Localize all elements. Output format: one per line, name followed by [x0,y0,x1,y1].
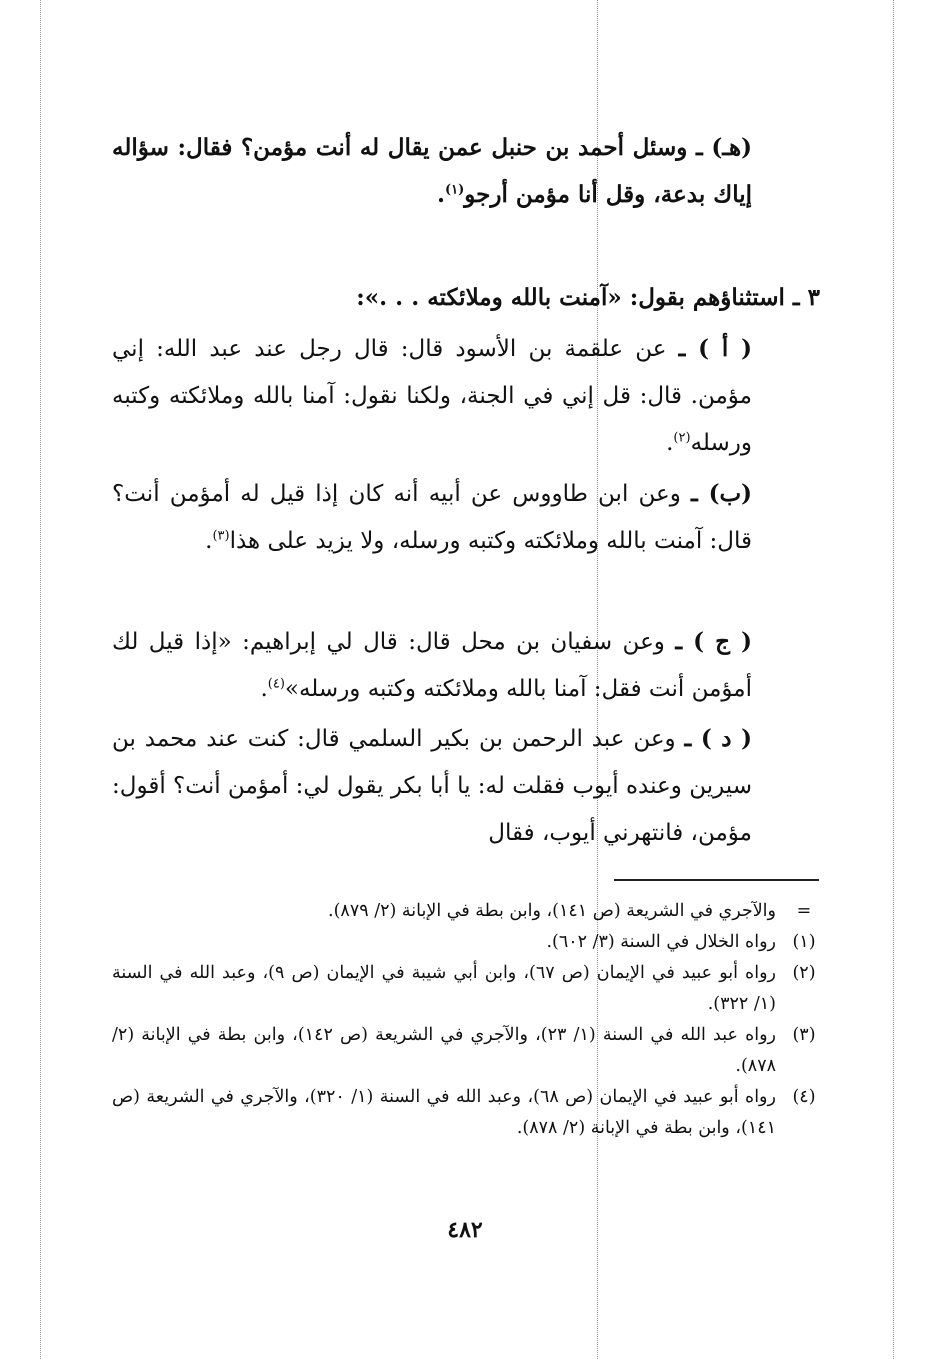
footnotes [112,896,832,1144]
paragraph-ba: (ب) ـ وعن ابن طاووس عن أبيه أنه كان إذا قيل له أمؤمن أنت؟ قال: آمنت بالله وملائكته وكتبه ورسله، ولا يزيد على هذا$^{(٣)}$. [112,480,752,554]
paragraph-text: وعن عبد الرحمن بن بكير السلمي قال: كنت عند محمد بن سيرين وعنده أيوب فقلت له: يا أبا بكر يقول لي: أمؤمن أنت؟ أقول: مؤمن، فانتهرني أيوب، فقال [112,726,752,846]
footnote-ref: (١) [445,182,465,198]
footnote-ref: (٣) [212,528,230,544]
paragraph-text: عن علقمة بن الأسود قال: قال رجل عند عبد الله: إني مؤمن. قال: قل إني في الجنة، ولكنا نقول: آمنا بالله وملائكته وكتبه ورسله [112,336,752,456]
footnote-text: والآجري في الشريعة (ص ١٤١)، وابن بطة في الإبانة (٢/ ٨٧٩). [328,901,776,921]
right-scan-guide [893,0,894,1359]
footnote-text: رواه عبد الله في السنة (١/ ٢٣)، والآجري في الشريعة (ص ١٤٢)، وابن بطة في الإبانة (٢/ ٨٧٨). [112,1025,776,1076]
paragraph-marker: ( أ ) ـ [678,335,753,362]
footnote-ref: (٤) [267,676,285,692]
paragraph-text: وعن ابن طاووس عن أبيه أنه كان إذا قيل له أمؤمن أنت؟ قال: آمنت بالله وملائكته وكتبه ورسله، ولا يزيد على هذا [112,481,752,554]
section-heading [240,274,820,321]
footnote-number: = [796,901,812,921]
footnote-number: (١) [792,932,816,952]
paragraph-marker: ( د ) ـ [684,725,752,752]
paragraph-marker: (ب) ـ [691,480,752,507]
footnote-text: رواه أبو عبيد في الإيمان (ص ٦٨)، وعبد الله في السنة (١/ ٣٢٠)، والآجري في الشريعة (ص ١٤١)، وابن بطة في الإبانة (٢/ ٨٧٨). [112,1087,776,1138]
footnote-item [112,927,832,958]
left-scan-guide [40,0,41,1359]
footnote-item [112,1020,832,1082]
footnote-number: (٣) [792,1025,816,1045]
paragraph-marker: (هـ) ـ [696,134,752,161]
footnote-text: رواه الخلال في السنة (٣/ ٦٠٢). [546,932,776,952]
footnote-number: (٤) [792,1087,816,1107]
page-number: ٤٨٢ [447,1217,483,1243]
footnote-item [112,958,832,1020]
paragraph-alif: ( أ ) ـ عن علقمة بن الأسود قال: قال رجل عند عبد الله: إني مؤمن. قال: قل إني في الجنة، ولكنا نقول: آمنا بالله وملائكته وكتبه ورسله$^{(٢)}$. [112,335,753,456]
footnote-separator [614,879,819,881]
paragraph-he: (هـ) ـ وسئل أحمد بن حنبل عمن يقال له أنت مؤمن؟ فقال: سؤاله إياك بدعة، وقل أنا مؤمن أرجو$^{(١)}$. [112,134,752,208]
paragraph-text: وعن سفيان بن محل قال: قال لي إبراهيم: «إذا قيل لك أمؤمن أنت فقل: آمنا بالله وملائكته وكتبه ورسله» [112,629,752,702]
paragraph-dal [112,715,752,857]
paragraph-text: وسئل أحمد بن حنبل عمن يقال له أنت مؤمن؟ فقال: سؤاله إياك بدعة، وقل أنا مؤمن أرجو [112,134,752,208]
footnote-number: (٢) [792,963,816,983]
section-heading-text: ٣ ـ استثناؤهم بقول: «آمنت بالله وملائكته . . .»: [356,284,820,311]
footnote-item [112,896,832,927]
footnote-item [112,1082,832,1144]
paragraph-marker: ( ج ) ـ [675,628,753,655]
footnote-text: رواه أبو عبيد في الإيمان (ص ٦٧)، وابن أبي شيبة في الإيمان (ص ٩)، وعبد الله في السنة (١/ ٣٢٢). [112,963,776,1014]
paragraph-jim: ( ج ) ـ وعن سفيان بن محل قال: قال لي إبراهيم: «إذا قيل لك أمؤمن أنت فقل: آمنا بالله وملائكته وكتبه ورسله»$^{(٤)}$. [112,628,753,702]
footnote-ref: (٢) [673,430,691,446]
